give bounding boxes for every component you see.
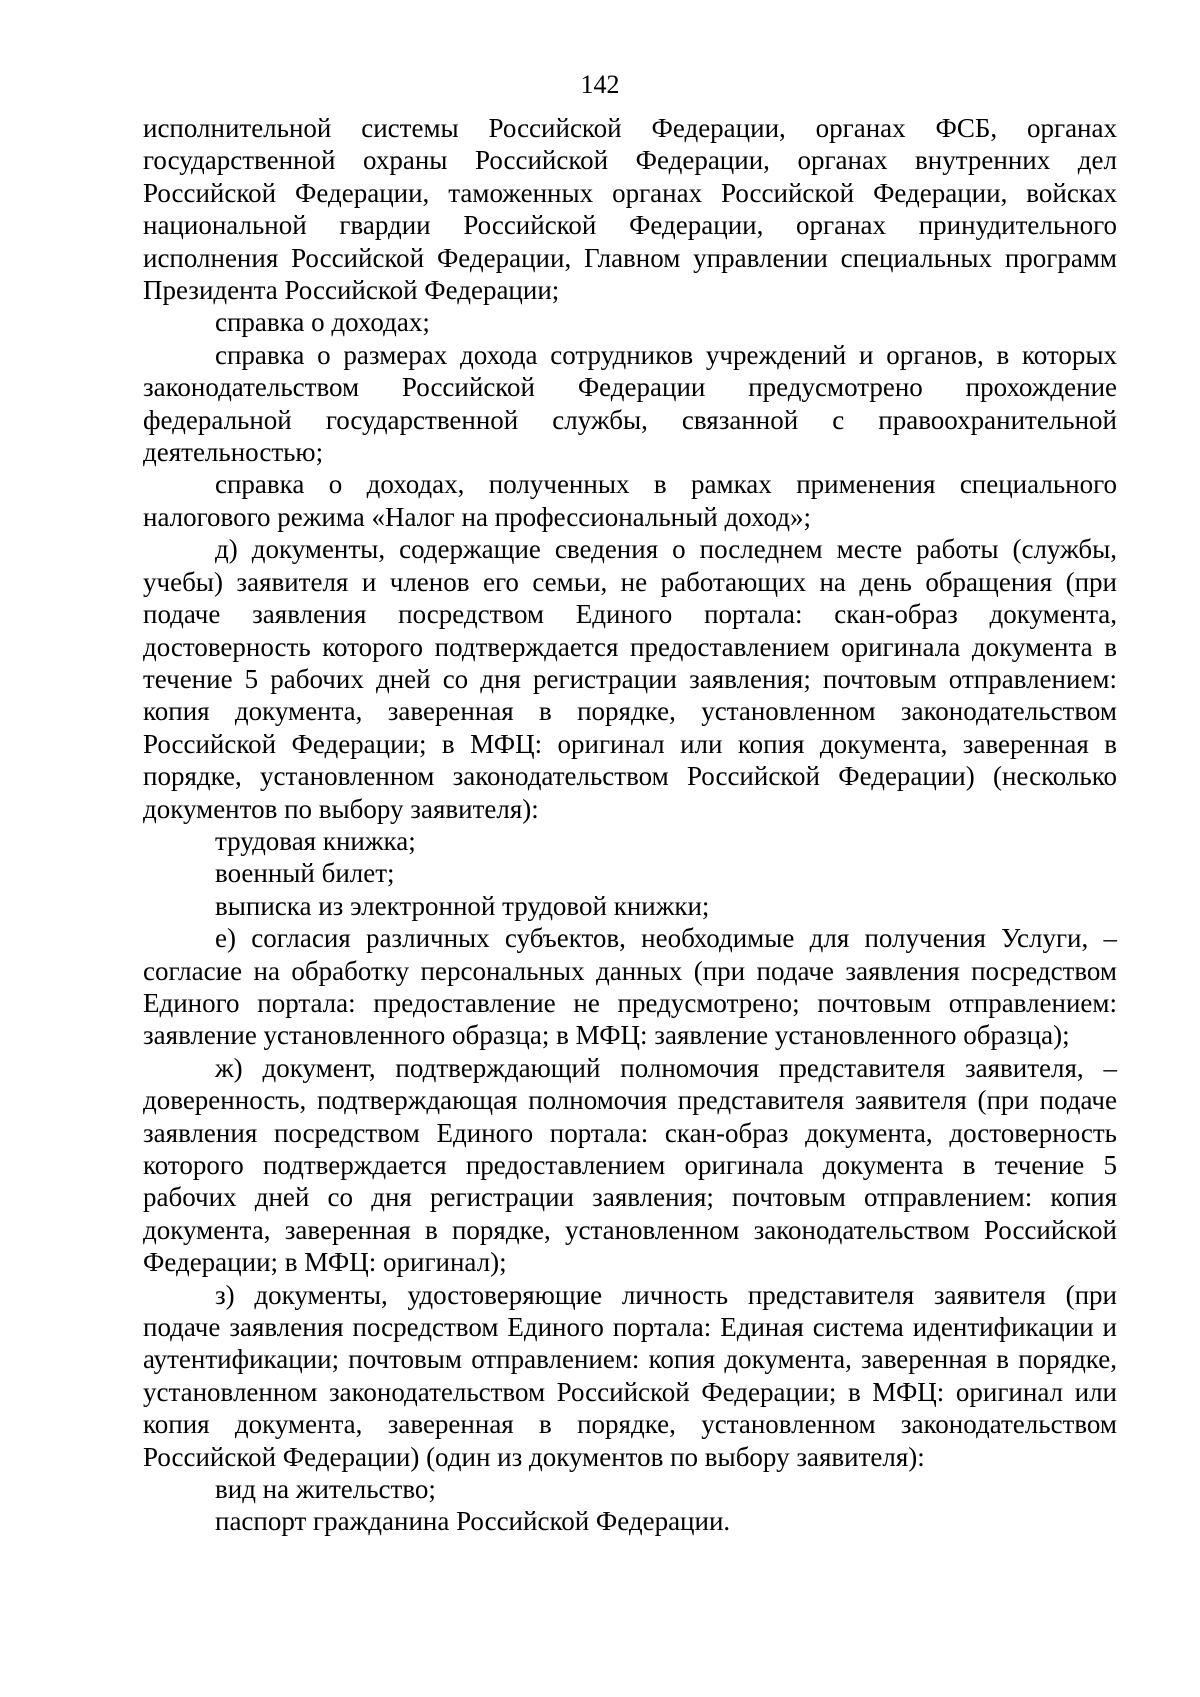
clause-z: з) документы, удостоверяющие личность представителя заявителя (при подаче заявления посредством Единого портала: Единая система идентификации и аутентификации; почтовым отправлением: копия документа, заверенная в порядке, установленном законодательством Российской Федерации; в МФЦ: оригинал или копия документа, заверенная в порядке, установленном законодательством Российской Федерации) (один из документов по выбору заявителя): (143, 1279, 1117, 1472)
clause-zh: ж) документ, подтверждающий полномочия представителя заявителя, – доверенность, подтверждающая полномочия представителя заявителя (при подаче заявления посредством Единого портала: скан-образ документа, достоверность которого подтверждается предоставлением оригинала документа в течение 5 рабочих дней со дня регистрации заявления; почтовым отправлением: копия документа, заверенная в порядке, установленном законодательством Российской Федерации; в МФЦ: оригинал); (143, 1052, 1117, 1278)
page-number: 142 (580, 70, 620, 99)
paragraph-continuation: исполнительной системы Российской Федерации, органах ФСБ, органах государственной охраны Российской Федерации, органах внутренних дел Российской Федерации, таможенных органах Российской Федерации, войсках национальной гвардии Российской Федерации, органах принудительного исполнения Российской Федерации, Главном управлении специальных программ Президента Российской Федерации; (143, 113, 1117, 306)
clause-d: д) документы, содержащие сведения о последнем месте работы (службы, учебы) заявителя и членов его семьи, не работающих на день обращения (при подаче заявления посредством Единого портала: скан-образ документа, достоверность которого подтверждается предоставлением оригинала документа в течение 5 рабочих дней со дня регистрации заявления; почтовым отправлением: копия документа, заверенная в порядке, установленном законодательством Российской Федерации; в МФЦ: оригинал или копия документа, заверенная в порядке, установленном законодательством Российской Федерации) (несколько документов по выбору заявителя): (143, 534, 1117, 824)
document-body (143, 112, 1117, 1538)
list-item-passport: паспорт гражданина Российской Федерации. (215, 1506, 731, 1537)
clause-e: е) согласия различных субъектов, необходимые для получения Услуги, – согласие на обработку персональных данных (при подаче заявления посредством Единого портала: предоставление не предусмотрено; почтовым отправлением: заявление установленного образца; в МФЦ: заявление установленного образца); (143, 923, 1117, 1051)
list-item-electronic-work-book: выписка из электронной трудовой книжки; (215, 890, 710, 921)
list-item-military-id: военный билет; (215, 858, 395, 889)
list-item-residence-permit: вид на жительство; (215, 1474, 436, 1505)
list-item-work-book: трудовая книжка; (215, 825, 416, 856)
list-item-self-employed-certificate: справка о доходах, полученных в рамках применения специального налогового режима «Налог на профессиональный доход»; (143, 469, 1117, 532)
list-item-income-size-certificate: справка о размерах дохода сотрудников учреждений и органов, в которых законодательством Российской Федерации предусмотрено прохождение федеральной государственной службы, связанной с правоохранительной деятельностью; (143, 339, 1117, 468)
list-item-income-certificate: справка о доходах; (215, 307, 430, 338)
